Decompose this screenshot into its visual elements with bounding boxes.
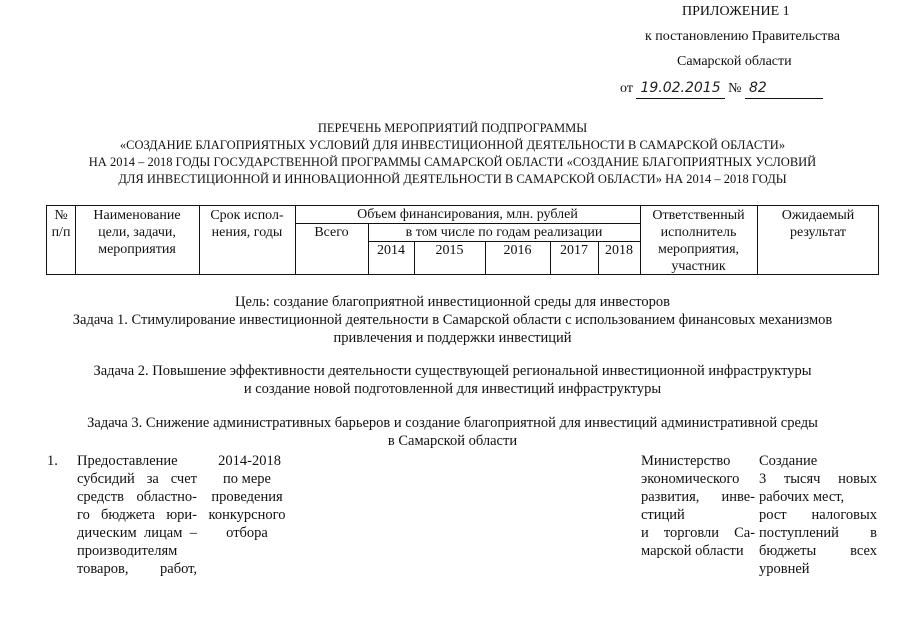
- task-3-line-2: в Самарской области: [387, 433, 518, 449]
- number-value: 82: [745, 79, 823, 99]
- header-by-years: в том числе по годам реализации: [405, 225, 603, 240]
- header-term: Срок испол- нения, годы: [210, 208, 284, 240]
- task-1-line-2: привлечения и поддержки инвестиций: [333, 330, 572, 346]
- goal-heading: Цель: создание благоприятной инвестиционной среды для инвесторов: [234, 294, 671, 310]
- header-responsible: Ответственный исполнитель мероприятия, участник: [652, 208, 745, 274]
- row-1-name: Предоставление субсидий за счет средств областно- го бюджета юри- дическим лицам – производителям товаров, работ,: [77, 453, 197, 577]
- header-year-2018: 2018: [605, 243, 633, 258]
- number-prefix: №: [728, 81, 742, 96]
- task-1-line-1: Задача 1. Стимулирование инвестиционной деятельности в Самарской области с использованием финансовых механизмов: [72, 312, 833, 328]
- header-name: Наименование цели, задачи, мероприятия: [93, 208, 181, 257]
- row-1-responsible: Министерство экономического развития, инве- стиций и торговли Са- марской области: [641, 453, 755, 559]
- document-title-line-1: ПЕРЕЧЕНЬ МЕРОПРИЯТИЙ ПОДПРОГРАММЫ: [317, 121, 588, 135]
- appendix-title: ПРИЛОЖЕНИЕ 1: [682, 4, 790, 19]
- appendix-line2: Самарской области: [677, 54, 792, 69]
- row-1-result: Создание 3 тысяч новых рабочих мест, рост налоговых поступлений в бюджеты всех уровней: [759, 453, 877, 577]
- task-2-line-2: и создание новой подготовленной для инвестиций инфраструктуры: [243, 381, 662, 397]
- appendix-date-line: [620, 79, 823, 99]
- date-value: 19.02.2015: [636, 79, 724, 99]
- document-title-line-2: «СОЗДАНИЕ БЛАГОПРИЯТНЫХ УСЛОВИЙ ДЛЯ ИНВЕСТИЦИОННОЙ ДЕЯТЕЛЬНОСТИ В САМАРСКОЙ ОБЛАСТИ»: [119, 138, 786, 152]
- header-year-2017: 2017: [560, 243, 588, 258]
- header-year-2014: 2014: [377, 243, 405, 258]
- date-prefix: от: [620, 81, 633, 96]
- appendix-line1: к постановлению Правительства: [645, 29, 841, 44]
- task-3-line-1: Задача 3. Снижение административных барьеров и создание благоприятной для инвестиций административной среды: [87, 415, 818, 431]
- header-year-2015: 2015: [435, 243, 464, 258]
- header-result: Ожидаемый результат: [781, 208, 855, 240]
- row-1-num: 1.: [47, 453, 58, 469]
- row-1-term: 2014-2018 по мере проведения конкурсного отбора: [208, 453, 286, 541]
- header-num: № п/п: [51, 208, 71, 240]
- header-funding: Объем финансирования, млн. рублей: [357, 207, 578, 222]
- document-title-line-4: ДЛЯ ИНВЕСТИЦИОННОЙ И ИННОВАЦИОННОЙ ДЕЯТЕЛЬНОСТИ В САМАРСКОЙ ОБЛАСТИ» НА 2014 – 2018 ГОДЫ: [118, 172, 787, 186]
- document-title-line-3: НА 2014 – 2018 ГОДЫ ГОСУДАРСТВЕННОЙ ПРОГРАММЫ САМАРСКОЙ ОБЛАСТИ «СОЗДАНИЕ БЛАГОПРИЯТНЫХ УСЛОВИЙ: [88, 155, 817, 169]
- header-total: Всего: [314, 225, 349, 240]
- header-year-2016: 2016: [503, 243, 532, 258]
- task-2-line-1: Задача 2. Повышение эффективности деятельности существующей региональной инвестиционной инфраструктуры: [93, 363, 812, 379]
